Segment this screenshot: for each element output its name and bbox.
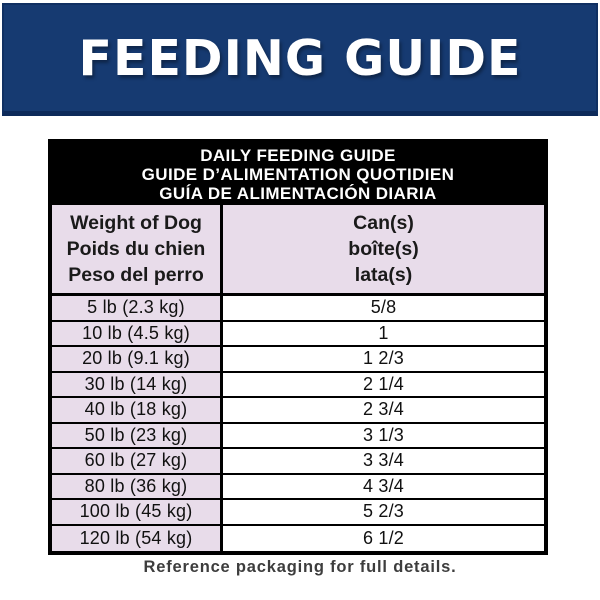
weight-cell: 60 lb (27 kg)	[52, 449, 223, 473]
cans-cell: 4 3/4	[223, 475, 544, 499]
table-row	[52, 322, 544, 348]
weight-cell: 5 lb (2.3 kg)	[52, 296, 223, 320]
table-row	[52, 347, 544, 373]
cans-cell: 5 2/3	[223, 500, 544, 524]
weight-cell: 100 lb (45 kg)	[52, 500, 223, 524]
cans-header-fr: boîte(s)	[348, 238, 419, 260]
weight-cell: 80 lb (36 kg)	[52, 475, 223, 499]
weight-header-en: Weight of Dog	[70, 212, 202, 234]
column-header-row	[52, 205, 544, 296]
table-row	[52, 398, 544, 424]
cans-header-es: lata(s)	[354, 264, 413, 286]
weight-cell: 40 lb (18 kg)	[52, 398, 223, 422]
table-title-line-es: GUÍA DE ALIMENTACIÓN DIARIA	[159, 184, 437, 203]
weight-header-fr: Poids du chien	[66, 238, 206, 260]
weight-header-es: Peso del perro	[68, 264, 204, 286]
table-row	[52, 424, 544, 450]
cans-cell: 1	[223, 322, 544, 346]
table-title-line-en: DAILY FEEDING GUIDE	[200, 146, 396, 165]
table-row	[52, 526, 544, 552]
banner	[2, 3, 598, 116]
cans-header-en: Can(s)	[353, 212, 414, 234]
table-row	[52, 475, 544, 501]
weight-cell: 30 lb (14 kg)	[52, 373, 223, 397]
table-title-band	[52, 143, 544, 205]
cans-cell: 3 1/3	[223, 424, 544, 448]
cans-cell: 6 1/2	[223, 526, 544, 552]
weight-cell: 120 lb (54 kg)	[52, 526, 223, 552]
column-header-cans	[223, 205, 544, 293]
cans-cell: 2 3/4	[223, 398, 544, 422]
table-row	[52, 449, 544, 475]
table-row	[52, 296, 544, 322]
table-row	[52, 373, 544, 399]
cans-cell: 5/8	[223, 296, 544, 320]
cans-cell: 2 1/4	[223, 373, 544, 397]
weight-cell: 50 lb (23 kg)	[52, 424, 223, 448]
weight-cell: 10 lb (4.5 kg)	[52, 322, 223, 346]
table-title-line-fr: GUIDE D’ALIMENTATION QUOTIDIEN	[141, 165, 455, 184]
footer-note: Reference packaging for full details.	[143, 558, 457, 576]
column-header-weight	[52, 205, 223, 293]
weight-cell: 20 lb (9.1 kg)	[52, 347, 223, 371]
cans-cell: 1 2/3	[223, 347, 544, 371]
page-title: FEEDING GUIDE	[78, 29, 522, 87]
cans-cell: 3 3/4	[223, 449, 544, 473]
table-row	[52, 500, 544, 526]
feeding-table	[48, 139, 548, 555]
